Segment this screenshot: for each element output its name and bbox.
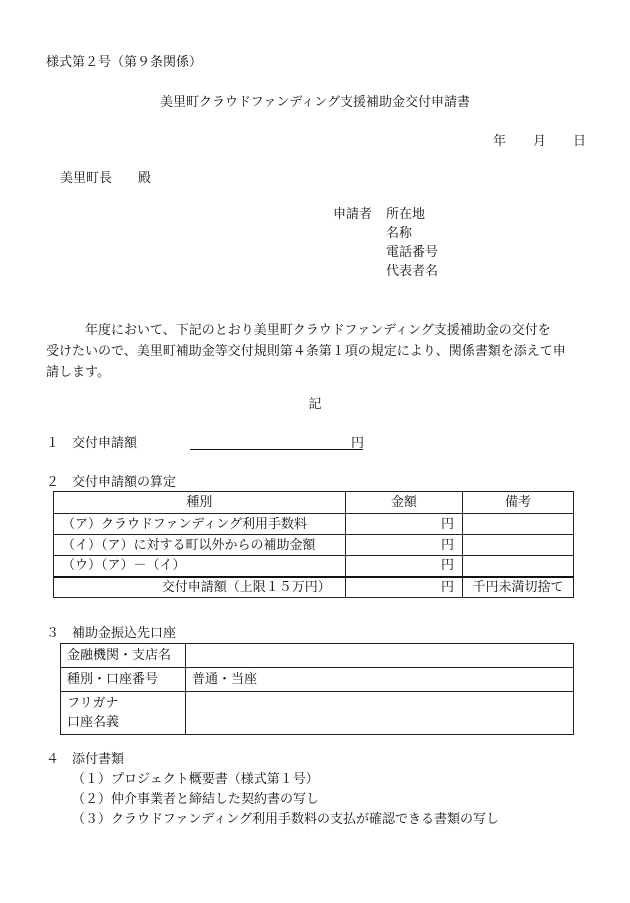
row-type: （ウ）（ア）－（イ） <box>54 556 346 577</box>
furigana-label: フリガナ <box>67 696 119 711</box>
row-type: （ア）クラウドファンディング利用手数料 <box>54 514 346 535</box>
row-amount[interactable]: 円 <box>345 514 462 535</box>
section2-label: 交付申請額の算定 <box>72 475 177 490</box>
table-header-row <box>54 492 574 514</box>
ki-heading: 記 <box>308 397 322 412</box>
row-type: （イ）（ア）に対する町以外からの補助金額 <box>54 535 346 556</box>
table-row <box>54 556 574 577</box>
account-type-field[interactable]: 普通・当座 <box>185 668 573 692</box>
total-amount[interactable]: 円 <box>345 577 462 598</box>
applicant-representative-label: 代表者名 <box>386 264 439 279</box>
header-note: 備考 <box>463 492 574 514</box>
attachment-item: （２）仲介事業者と締結した契約書の写し <box>72 792 320 807</box>
total-note: 千円未満切捨て <box>463 577 574 598</box>
account-type-label: 種別・口座番号 <box>61 668 186 692</box>
total-type: 交付申請額（上限１５万円） <box>54 577 346 598</box>
section1-label: 交付申請額 <box>72 436 138 451</box>
attachment-item: （１）プロジェクト概要書（様式第１号） <box>72 772 319 787</box>
section4-label: 添付書類 <box>72 752 125 767</box>
applicant-name-label: 名称 <box>386 226 413 241</box>
row-note[interactable] <box>463 535 574 556</box>
date-day: 日 <box>573 134 587 149</box>
header-amount: 金額 <box>345 492 462 514</box>
account-type-row <box>61 668 574 692</box>
table-row <box>54 535 574 556</box>
addressee-name: 美里町長 <box>60 171 113 186</box>
account-holder-label <box>61 692 186 735</box>
account-holder-field[interactable] <box>185 692 573 735</box>
requested-amount-field[interactable] <box>190 435 363 450</box>
section1-number: １ <box>46 436 60 451</box>
row-note[interactable] <box>463 514 574 535</box>
row-amount[interactable]: 円 <box>345 556 462 577</box>
section3-number: ３ <box>46 626 60 641</box>
application-statement <box>46 320 586 383</box>
row-amount[interactable]: 円 <box>345 535 462 556</box>
statement-line-3: 請します。 <box>46 365 110 380</box>
bank-account-table <box>60 643 574 735</box>
bank-branch-field[interactable] <box>185 644 573 668</box>
applicant-phone-label: 電話番号 <box>386 245 439 260</box>
statement-line-2: 受けたいので、美里町補助金等交付規則第４条第１項の規定により、関係書類を添えて申 <box>46 344 566 359</box>
section1-unit: 円 <box>351 436 365 451</box>
table-row <box>54 514 574 535</box>
form-number: 様式第２号（第９条関係） <box>46 55 203 70</box>
addressee-honorific: 殿 <box>138 171 152 186</box>
section4-number: ４ <box>46 752 60 767</box>
account-holder-row <box>61 692 574 735</box>
bank-row <box>61 644 574 668</box>
document-title: 美里町クラウドファンディング支援補助金交付申請書 <box>159 95 471 110</box>
applicant-address-label: 所在地 <box>386 207 426 222</box>
header-type: 種別 <box>54 492 346 514</box>
section3-label: 補助金振込先口座 <box>72 626 177 641</box>
statement-line-1: 年度において、下記のとおり美里町クラウドファンディング支援補助金の交付を <box>46 323 551 338</box>
total-row <box>54 577 574 598</box>
account-name-label: 口座名義 <box>67 715 120 730</box>
row-note[interactable] <box>463 556 574 577</box>
calculation-table <box>53 491 574 598</box>
date-year: 年 <box>493 134 507 149</box>
date-month: 月 <box>533 134 547 149</box>
attachment-item: （３）クラウドファンディング利用手数料の支払が確認できる書類の写し <box>72 812 500 827</box>
section2-number: ２ <box>46 475 60 490</box>
applicant-label: 申請者 <box>333 207 373 222</box>
bank-branch-label: 金融機関・支店名 <box>61 644 186 668</box>
